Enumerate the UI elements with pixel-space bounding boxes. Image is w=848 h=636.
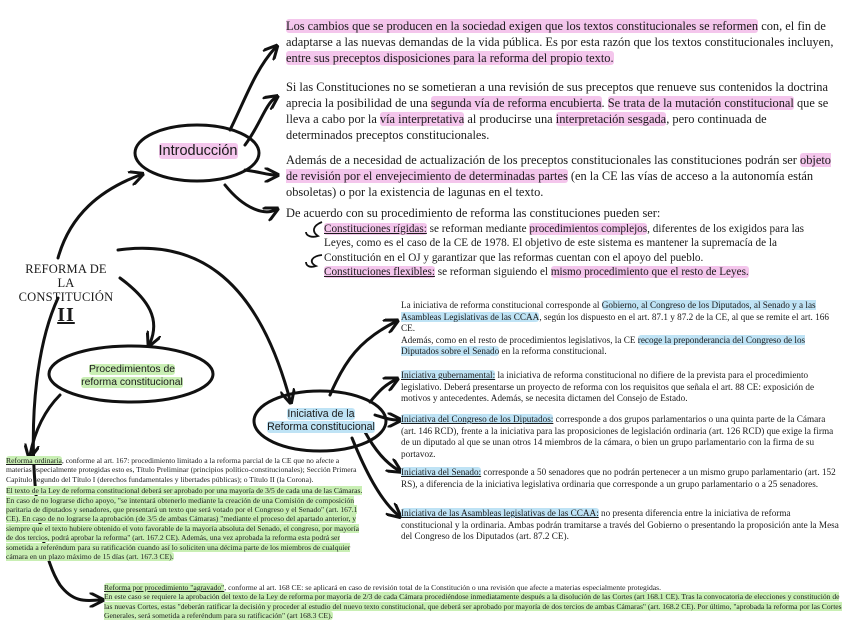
intro-paragraph-3: Además de a necesidad de actualización de los preceptos constitucionales las constituciones podrán ser objeto de revisión por el envejecimiento de determinadas partes (en la CE las vías de acceso a la autonomía están obsoletas) o por la existencia de lagunas en el texto. — [286, 153, 832, 199]
arrow-init-to-general — [330, 322, 395, 395]
ordinary-reform — [6, 456, 366, 561]
intro-paragraph-4-heading: De acuerdo con su procedimiento de reforma las constituciones pueden ser: — [286, 206, 661, 220]
arrow-intro-to-p3 — [245, 170, 275, 175]
arrow-init-to-senate — [365, 432, 398, 470]
root-numeral: II — [57, 304, 75, 326]
ordinary-reform-body: El texto de la Ley de reforma constitucional deberá ser aprobado por una mayoría de 3/5 de cada una de las Cámaras. En caso de no lograrse dicho apoyo, "se intentará obtenerlo mediante la creación de una Comisión de composición paritaria de diputados y senadores, que presentará un texto que será votado por el Congreso y el Senado" (art. 167.1 CE). En caso de no lograrse la aprobación (de 3/5 de ambas Cámaras) "mediante el proceso del apartado anterior, y siempre que el texto hubiere obtenido el voto favorable de la mayoría absoluta del Senado, el congreso, por mayoría de dos tercios, podrá aprobar la reforma" (art. 167.2 CE). Además, una vez aprobada la reforma esta podrá ser sometida a referéndum para su ratificación cuando así lo soliciten una décima parte de los miembros de cualquier cámara en un plazo máximo de 15 días (art. 167.3 CE). — [6, 486, 363, 562]
initiative-government: Iniciativa gubernamental: la iniciativa de reforma constitucional no difiere de la prevista para el procedimiento legislativo. Deberá presentarse un proyecto de reforma con los requisitos que señala el art. 88 CE: exposición de motivos y antecedentes. Además, se necesita dictamen del Consejo de Estado. — [401, 370, 815, 404]
root-title-line1: REFORMA DE — [25, 262, 107, 276]
flexible-constitutions: Constituciones flexibles: se reforman siguiendo el mismo procedimiento que el resto de Leyes. — [324, 266, 749, 279]
aggravated-reform — [104, 583, 844, 621]
root-title-line2: LA CONSTITUCIÓN — [18, 276, 114, 304]
aggravated-reform-intro: Reforma por procedimiento "agravado", conforme al art. 168 CE: se aplicará en caso de revisión total de la Constitución o una revisión que afecte a materias especialmente protegidas. — [104, 583, 661, 592]
root-title — [14, 262, 118, 326]
rigid-constitutions: Constituciones rígidas: se reforman mediante procedimientos complejos, diferentes de los exigidos para las Leyes, como es el caso de la CE de 1978. El objetivo de este sistema es mantener la supremacía de la Constitución en el OJ y garantizar que las reformas cuentan con el apoyo del pueblo. — [324, 223, 805, 264]
intro-paragraph-2: Si las Constituciones no se sometieran a una revisión de sus preceptos que renueve sus contenidos la doctrina aprecia la posibilidad de una segunda vía de reforma encubierta. Se trata de la mutación constitucional que se lleva a cabo por la vía interpretativa al producirse una interpretación sesgada, pero continuada de determinados preceptos constitucionales. — [286, 80, 829, 142]
initiative-title: Iniciativa de la Reforma constitucional — [267, 408, 375, 433]
initiative-senate: Iniciativa del Senado: corresponde a 50 senadores que no podrán pertenecer a un mismo grupo parlamentario (art. 152 RS), a diferencia de la iniciativa legislativa ordinaria que corresponde a un grupo parlamentario o a 25 senadores. — [401, 467, 836, 489]
arrow-intro-to-p4 — [225, 185, 275, 212]
initiative-ccaa: Iniciativa de las Asambleas legislativas de las CCAA: no presenta diferencia entre la iniciativa de reforma constitucional y la ordinaria. Ambas podrán tramitarse a través del Gobierno o presentando la proposición ante la Mesa del Congreso de los Diputados (art. 87.2 CE). — [401, 508, 839, 542]
arrow-root-to-intro — [58, 175, 140, 258]
aggravated-reform-body: En este caso se requiere la aprobación del texto de la Ley de reforma por mayoría de 2/3 de cada Cámara procediéndose inmediatamente después a la disolución de las Cortes (art 168.1 CE). Tras la convocatoria de elecciones y constitución de las nuevas Cortes, estas "deberán ratificar la decisión y proceder al estudio del nuevo texto constitucional, que deberá ser aprobado por mayoría de dos tercios de ambas Cámaras" (art. 168.2 CE). Por último, "aprobada la reforma por las Cortes Generales, será sometida a referéndum para su ratificación" (art 168.3 CE). — [104, 592, 842, 621]
intro-paragraph-1: Los cambios que se producen en la sociedad exigen que los textos constitucionales se reformen con, el fin de adaptarse a las nuevas demandas de la vida pública. Es por esta razón que los textos constitucionales incluyen, entre sus preceptos disposiciones para la reforma del propio texto. — [286, 19, 834, 65]
arrow-intro-to-p1 — [230, 48, 275, 130]
brace-flexible-icon — [306, 255, 322, 267]
arrow-root-to-procedures — [120, 278, 154, 343]
intro-title: Introducción — [158, 143, 238, 159]
initiative-congress: Iniciativa del Congreso de los Diputados: corresponde a dos grupos parlamentarios o una quinta parte de la Cámara (art. 146 RCD), frente a la iniciativa para las proposiciones de legislación ordinaria (art. 126 RCD) que exige la firma de un diputado al que se unan otros 14 miembros de la cámara, o bien un grupo parlamentario con la firma de su portavoz. — [401, 414, 834, 459]
ordinary-reform-intro: Reforma ordinaria, conforme al art. 167: procedimiento limitado a la reforma parcial de la CE que no afecte a materias especialmente protegidas esto es, Título Preliminar (principios político-constitucionales); Sección Primera Capítulo segundo del Título I (derechos fundamentales y libertades públicas); o Título II (la Corona). — [6, 456, 357, 484]
constitution-types — [324, 222, 834, 280]
arrow-init-to-gov — [370, 380, 395, 402]
initiative-general: La iniciativa de reforma constitucional corresponde al Gobierno, al Congreso de los Diputados, al Senado y a las Asambleas Legislativas de las CCAA, según los dispuesto en el art. 87.1 y 87.2 de la CE, al que se remite el art. 166 CE. Además, como en el resto de procedimientos legislativos, la CE recoge la preponderancia del Congreso de los Diputados sobre el Senado en la reforma constitucional. — [401, 300, 829, 357]
procedures-title: Procedimientos de reforma constitucional — [81, 364, 183, 388]
brace-rigid-icon — [306, 222, 322, 237]
